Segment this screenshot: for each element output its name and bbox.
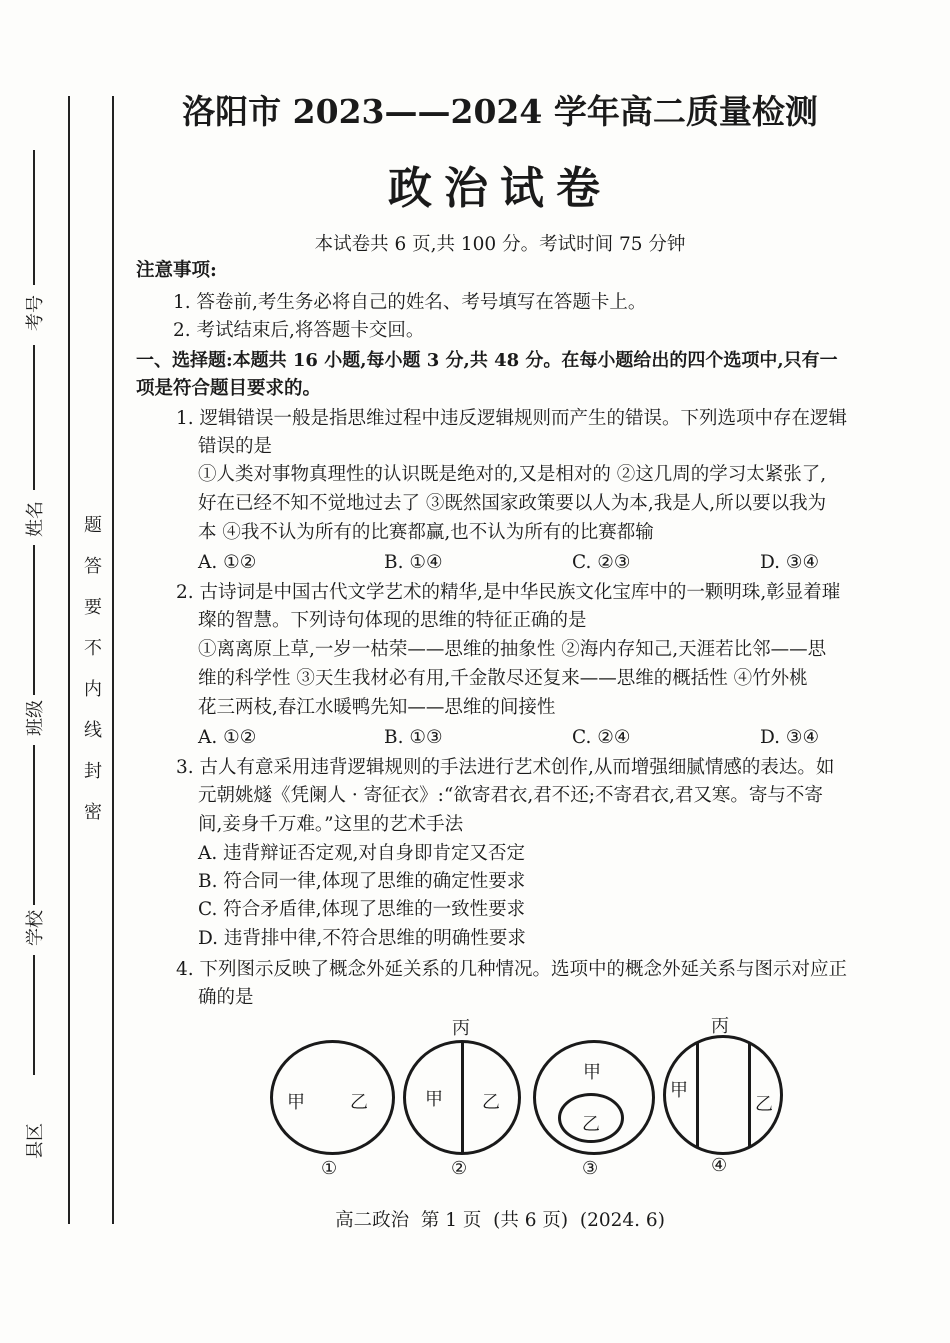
q1-option-d[interactable]: D. ③④: [760, 552, 820, 573]
diagram-3-label-b: 乙: [582, 1114, 600, 1135]
binding-line-inner: [112, 96, 114, 1224]
seal-char: 要: [84, 597, 102, 618]
section-heading: 一、选择题:本题共 16 小题,每小题 3 分,共 48 分。在每小题给出的四个选项中,只有一: [136, 350, 838, 371]
diagram-4-divider-left: [696, 1043, 699, 1147]
q2-stem: 璨的智慧。下列诗句体现的思维的特征正确的是: [198, 610, 587, 631]
q2-statement: 维的科学性 ③天生我材必有用,千金散尽还复来——思维的概括性 ④竹外桃: [198, 668, 808, 689]
seal-char: 封: [84, 761, 102, 782]
q3-stem: 3. 古人有意采用违背逻辑规则的手法进行艺术创作,从而增强细腻情感的表达。如: [176, 757, 835, 778]
q2-option-c[interactable]: C. ②④: [572, 727, 631, 748]
diagram-4-top-label: 丙: [711, 1016, 729, 1037]
seal-text: [80, 505, 106, 833]
q4-stem: 4. 下列图示反映了概念外延关系的几种情况。选项中的概念外延关系与图示对应正: [176, 959, 848, 980]
field-label-class: 班级: [25, 700, 46, 736]
q1-statement: 本 ④我不认为所有的比赛都赢,也不认为所有的比赛都输: [198, 522, 654, 543]
field-label-exam-number: 考号: [25, 295, 46, 331]
q1-statement: 好在已经不知不觉地过去了 ③既然国家政策要以人为本,我是人,所以要以我为: [198, 493, 827, 514]
binding-line-outer: [68, 96, 70, 1224]
diagram-4-divider-right: [748, 1043, 751, 1147]
q1-option-b[interactable]: B. ①④: [384, 552, 443, 573]
q2-statement: 花三两枝,春江水暖鸭先知——思维的间接性: [198, 697, 556, 718]
seal-char: 题: [84, 515, 102, 536]
seal-char: 答: [84, 556, 102, 577]
diagram-4-label-a: 甲: [670, 1080, 688, 1101]
diagram-2-number: ②: [451, 1158, 468, 1179]
diagram-1-label-a: 甲: [287, 1092, 305, 1113]
field-label-school: 学校: [25, 910, 46, 946]
q1-stem: 错误的是: [198, 436, 273, 457]
q1-option-c[interactable]: C. ②③: [572, 552, 631, 573]
q4-stem: 确的是: [198, 987, 254, 1008]
q2-option-b[interactable]: B. ①③: [384, 727, 443, 748]
seal-char: 不: [84, 638, 102, 659]
q1-statement: ①人类对事物真理性的认识既是绝对的,又是相对的 ②这几周的学习太紧张了,: [198, 464, 827, 485]
q1-option-a[interactable]: A. ①②: [198, 552, 257, 573]
q1-stem: 1. 逻辑错误一般是指思维过程中违反逻辑规则而产生的错误。下列选项中存在逻辑: [176, 408, 848, 429]
seal-char: 密: [84, 802, 102, 823]
diagram-1-label-b: 乙: [350, 1092, 368, 1113]
section-heading-cont: 项是符合题目要求的。: [136, 378, 322, 399]
page-footer: 高二政治 第 1 页 (共 6 页) (2024. 6): [335, 1210, 665, 1231]
diagram-3-label-a: 甲: [583, 1062, 601, 1083]
seal-char: 内: [84, 679, 102, 700]
q3-option-b[interactable]: B. 符合同一律,体现了思维的确定性要求: [198, 871, 526, 892]
diagram-3-number: ③: [582, 1158, 599, 1179]
exam-info: 本试卷共 6 页,共 100 分。考试时间 75 分钟: [314, 234, 686, 255]
field-label-county: 县区: [25, 1123, 46, 1159]
seal-char: 线: [84, 720, 102, 741]
field-line-exam-number[interactable]: [33, 150, 35, 285]
diagram-4-label-b: 乙: [755, 1094, 773, 1115]
diagram-2-divider: [461, 1042, 464, 1153]
field-line-class[interactable]: [33, 745, 35, 905]
q2-statement: ①离离原上草,一岁一枯荣——思维的抽象性 ②海内存知己,天涯若比邻——思: [198, 639, 827, 660]
field-label-name: 姓名: [25, 501, 46, 537]
field-line-name[interactable]: [33, 545, 35, 695]
q2-stem: 2. 古诗词是中国古代文学艺术的精华,是中华民族文化宝库中的一颗明珠,彰显着璀: [176, 582, 841, 603]
diagram-2-top-label: 丙: [452, 1018, 470, 1039]
q3-option-a[interactable]: A. 违背辩证否定观,对自身即肯定又否定: [198, 843, 526, 864]
notes-heading: 注意事项:: [136, 260, 217, 281]
diagram-1-number: ①: [321, 1158, 338, 1179]
field-line-school[interactable]: [33, 955, 35, 1075]
subject-title: 政治试卷: [388, 163, 612, 214]
q2-option-a[interactable]: A. ①②: [198, 727, 257, 748]
q3-stem: 元朝姚燧《凭阑人 · 寄征衣》:“欲寄君衣,君不还;不寄君衣,君又寒。寄与不寄: [198, 785, 823, 806]
q2-option-d[interactable]: D. ③④: [760, 727, 820, 748]
field-line-exam-number-lower[interactable]: [33, 345, 35, 490]
diagram-2-label-b: 乙: [482, 1092, 500, 1113]
notes-item: 2. 考试结束后,将答题卡交回。: [173, 320, 425, 341]
q3-stem: 间,妾身千万难。”这里的艺术手法: [198, 814, 464, 835]
diagram-2-label-a: 甲: [425, 1089, 443, 1110]
q3-option-c[interactable]: C. 符合矛盾律,体现了思维的一致性要求: [198, 899, 526, 920]
diagram-4-number: ④: [711, 1155, 728, 1176]
notes-item: 1. 答卷前,考生务必将自己的姓名、考号填写在答题卡上。: [173, 292, 647, 313]
exam-title: 洛阳市 2023——2024 学年高二质量检测: [182, 92, 818, 131]
q3-option-d[interactable]: D. 违背排中律,不符合思维的明确性要求: [198, 928, 526, 949]
